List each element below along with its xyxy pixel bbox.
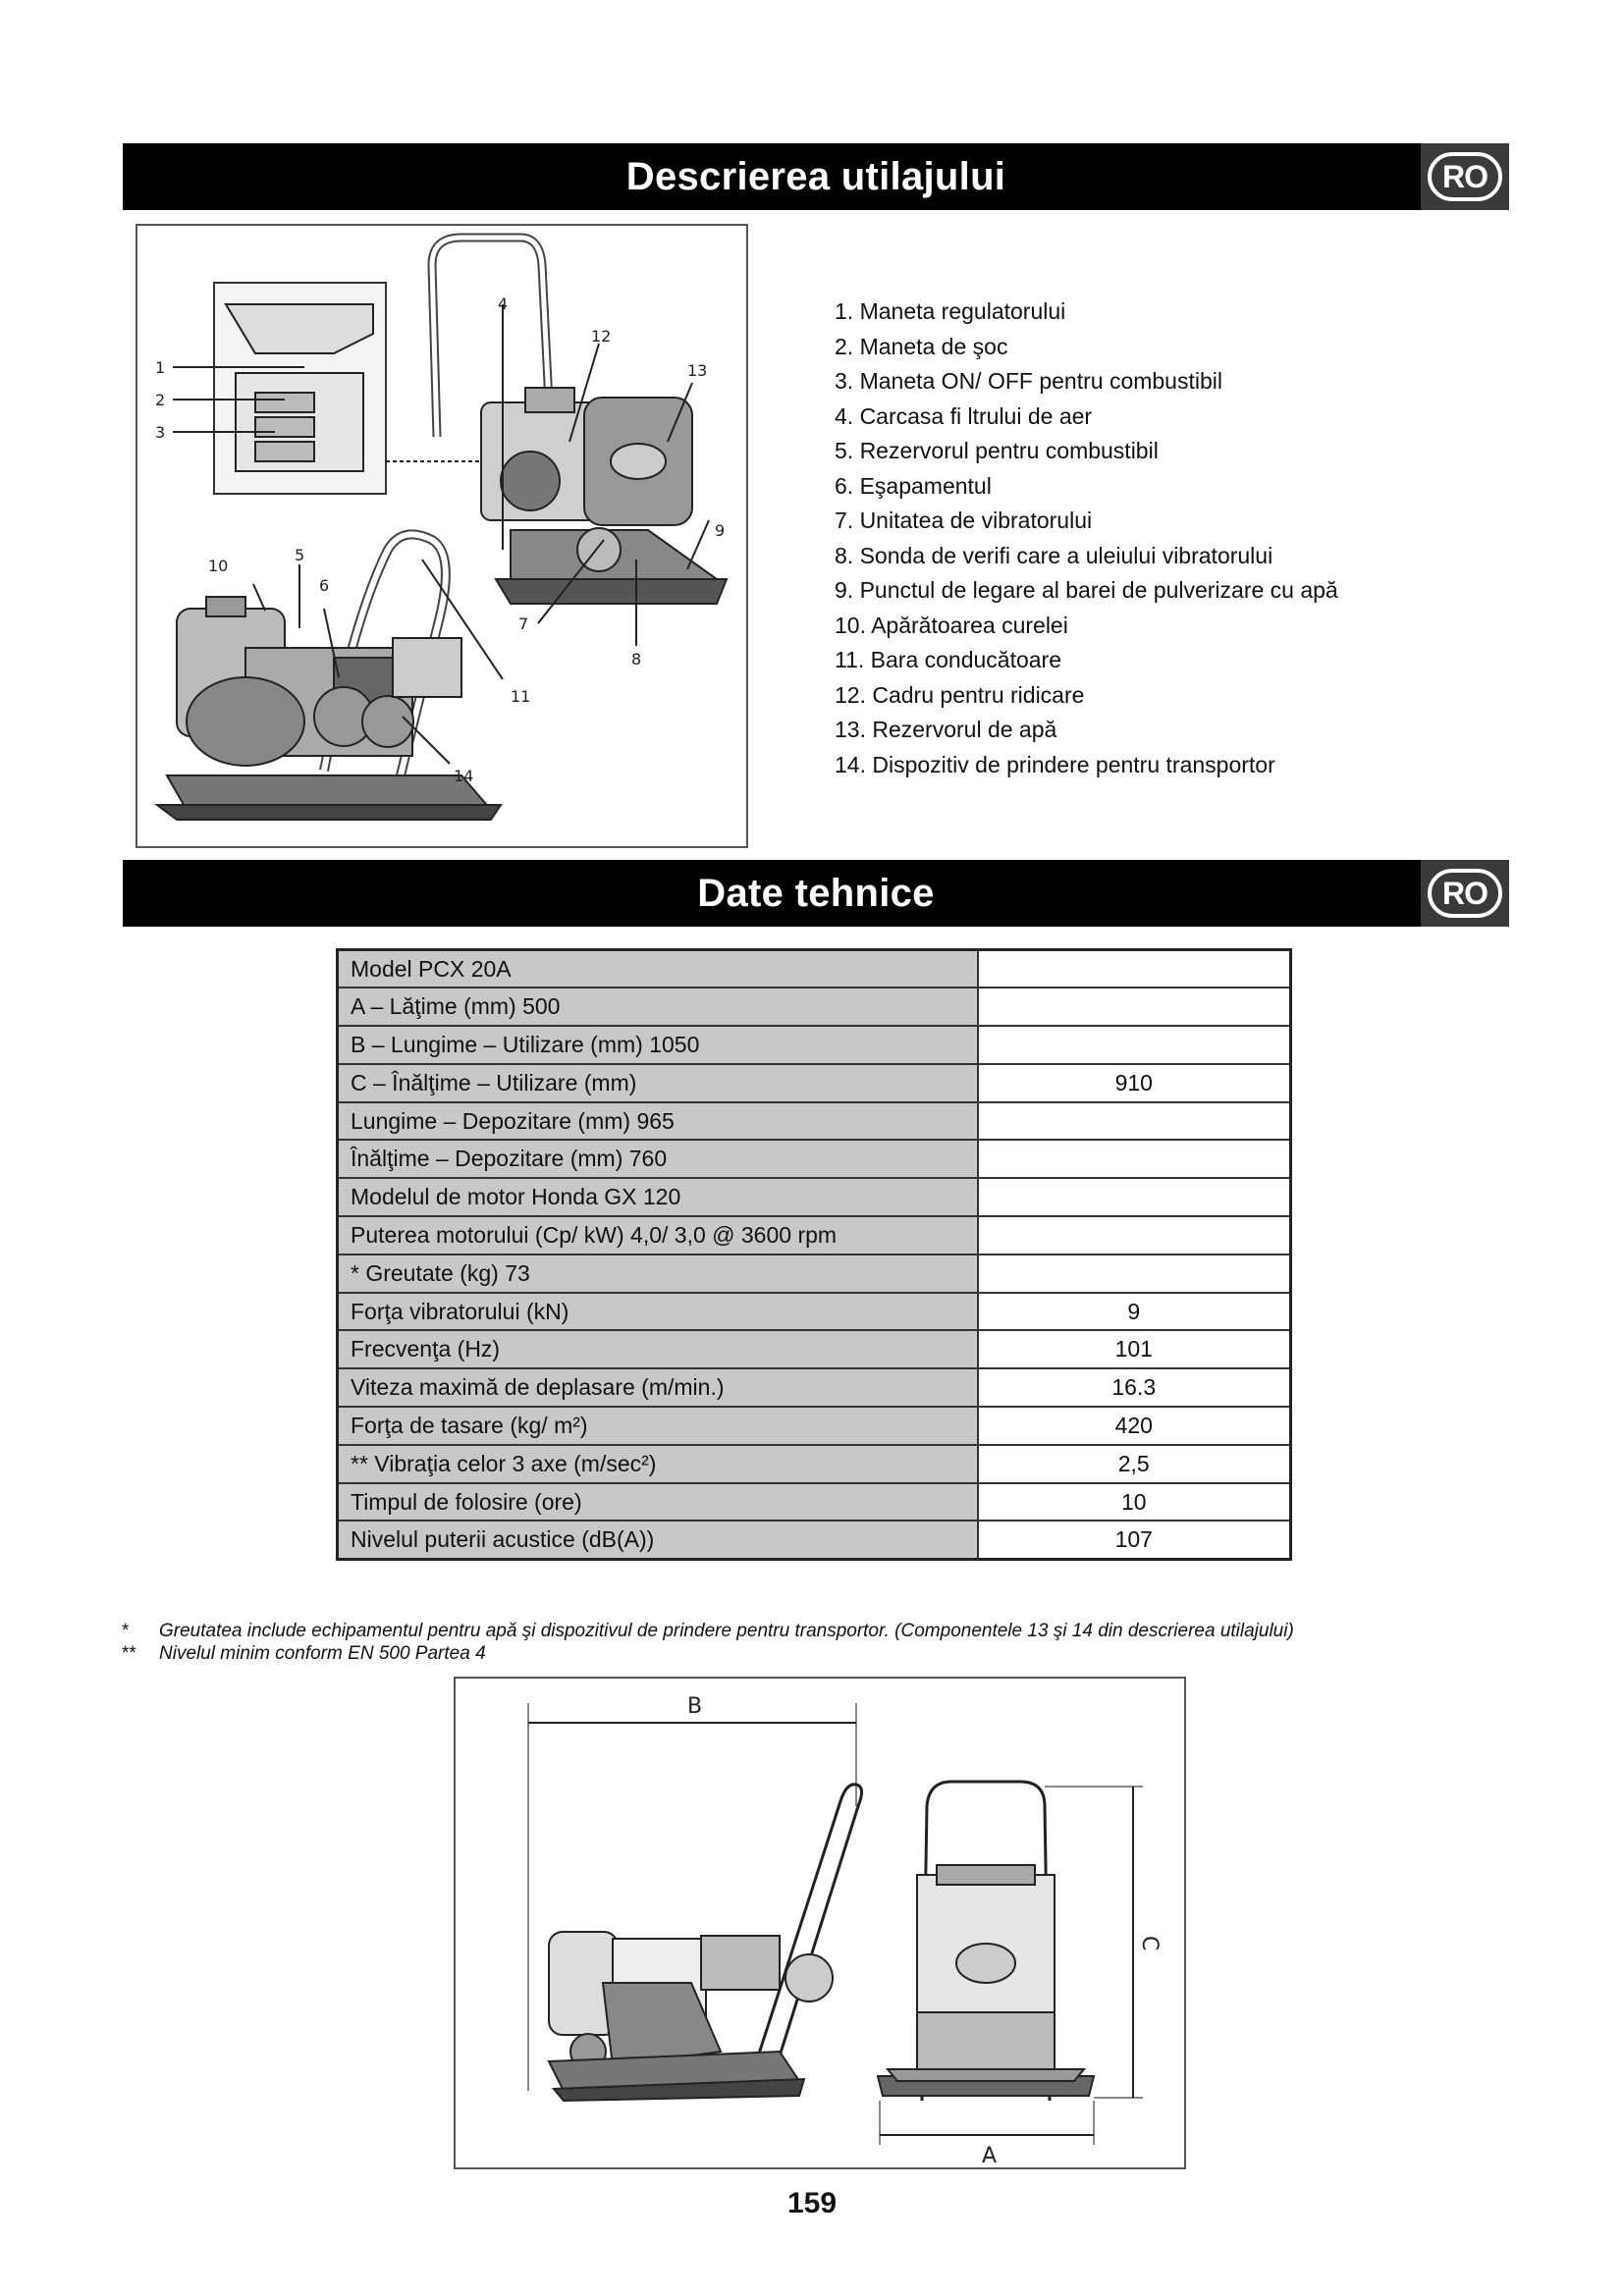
dimensions-illustration xyxy=(456,1679,1184,2167)
list-item: 2. Maneta de şoc xyxy=(835,333,1008,359)
spec-value: 16.3 xyxy=(978,1368,1291,1407)
spec-label: ** Vibraţia celor 3 axe (m/sec²) xyxy=(338,1445,978,1483)
table-row xyxy=(338,988,1291,1026)
list-item: 9. Punctul de legare al barei de pulverizare cu apă xyxy=(835,577,1338,603)
spec-value: 107 xyxy=(978,1521,1291,1559)
language-badge-box xyxy=(1421,143,1509,210)
spec-label: * Greutate (kg) 73 xyxy=(338,1255,978,1293)
machine-diagram xyxy=(135,224,748,848)
list-item: 3. Maneta ON/ OFF pentru combustibil xyxy=(835,368,1222,394)
callout-4: 4 xyxy=(498,294,509,313)
spec-value: 9 xyxy=(978,1293,1291,1331)
spec-value: 101 xyxy=(978,1330,1291,1368)
callout-8: 8 xyxy=(631,650,642,668)
spec-label: Forţa vibratorului (kN) xyxy=(338,1293,978,1331)
language-badge: RO xyxy=(1428,152,1502,201)
table-row xyxy=(338,1026,1291,1064)
parts-list xyxy=(835,294,1338,782)
table-row xyxy=(338,1178,1291,1216)
specs-table xyxy=(336,948,1292,1561)
spec-value xyxy=(978,1178,1291,1216)
spec-label: Lungime – Depozitare (mm) 965 xyxy=(338,1102,978,1141)
callout-13: 13 xyxy=(687,361,708,380)
list-item: 8. Sonda de verifi care a uleiului vibratorului xyxy=(835,542,1273,568)
machine-illustration xyxy=(137,226,746,846)
spec-value: 420 xyxy=(978,1407,1291,1445)
dimension-c-label: C xyxy=(1137,1936,1162,1951)
dimension-b-label: B xyxy=(687,1694,703,1719)
callout-1: 1 xyxy=(155,358,166,377)
table-row xyxy=(338,1368,1291,1407)
callout-9: 9 xyxy=(715,521,726,540)
spec-value xyxy=(978,1102,1291,1141)
list-item: 5. Rezervorul pentru combustibil xyxy=(835,438,1159,463)
spec-value: 910 xyxy=(978,1064,1291,1102)
spec-value xyxy=(978,950,1291,988)
table-row xyxy=(338,1483,1291,1522)
language-badge: RO xyxy=(1428,869,1502,918)
list-item: 4. Carcasa fi ltrului de aer xyxy=(835,402,1093,429)
spec-label: Model PCX 20A xyxy=(338,950,978,988)
table-row xyxy=(338,1445,1291,1483)
spec-label: Timpul de folosire (ore) xyxy=(338,1483,978,1522)
callout-2: 2 xyxy=(155,391,166,409)
table-row xyxy=(338,1407,1291,1445)
callout-7: 7 xyxy=(518,614,529,633)
callout-6: 6 xyxy=(319,576,330,595)
footnote xyxy=(122,1620,1294,1642)
footnote-text: Nivelul minim conform EN 500 Partea 4 xyxy=(159,1643,486,1664)
footnote-text: Greutatea include echipamentul pentru apă şi dispozitivul de prindere pentru transportor. (Componentele 13 şi 14 din descrierea utilajului) xyxy=(159,1621,1294,1641)
list-item: 10. Apărătoarea curelei xyxy=(835,612,1068,638)
table-row xyxy=(338,1293,1291,1331)
page-number: 159 xyxy=(786,2187,838,2219)
section-banner-specs xyxy=(123,860,1509,927)
callout-11: 11 xyxy=(511,687,531,706)
spec-value xyxy=(978,1216,1291,1255)
spec-value: 10 xyxy=(978,1483,1291,1522)
callout-12: 12 xyxy=(591,327,612,346)
section-title: Descrierea utilajului xyxy=(625,154,1006,198)
dimensions-diagram xyxy=(454,1677,1186,2169)
callout-5: 5 xyxy=(295,546,305,564)
list-item: 11. Bara conducătoare xyxy=(835,647,1062,672)
spec-label: C – Înălţime – Utilizare (mm) xyxy=(338,1064,978,1102)
callout-14: 14 xyxy=(454,767,474,785)
footnotes xyxy=(122,1620,1294,1665)
table-row xyxy=(338,1330,1291,1368)
spec-value: 2,5 xyxy=(978,1445,1291,1483)
spec-label: Frecvenţa (Hz) xyxy=(338,1330,978,1368)
footnote-mark: * xyxy=(122,1621,130,1641)
spec-label: B – Lungime – Utilizare (mm) 1050 xyxy=(338,1026,978,1064)
footnote xyxy=(122,1642,1294,1665)
spec-value xyxy=(978,1255,1291,1293)
list-item: 14. Dispozitiv de prindere pentru transportor xyxy=(835,751,1275,777)
list-item: 12. Cadru pentru ridicare xyxy=(835,681,1085,708)
footnote-mark: ** xyxy=(122,1643,136,1664)
table-row xyxy=(338,1216,1291,1255)
table-row xyxy=(338,1255,1291,1293)
section-title: Date tehnice xyxy=(697,871,935,915)
section-banner-description xyxy=(123,143,1509,210)
list-item: 13. Rezervorul de apă xyxy=(835,717,1057,742)
spec-label: Modelul de motor Honda GX 120 xyxy=(338,1178,978,1216)
dimension-a-label: A xyxy=(982,2144,998,2167)
spec-value xyxy=(978,1026,1291,1064)
spec-label: Nivelul puterii acustice (dB(A)) xyxy=(338,1521,978,1559)
table-row xyxy=(338,1140,1291,1178)
spec-label: Înălţime – Depozitare (mm) 760 xyxy=(338,1140,978,1178)
table-row xyxy=(338,1102,1291,1141)
spec-value xyxy=(978,988,1291,1026)
spec-label: Forţa de tasare (kg/ m²) xyxy=(338,1407,978,1445)
spec-label: Viteza maximă de deplasare (m/min.) xyxy=(338,1368,978,1407)
table-row xyxy=(338,1521,1291,1559)
spec-value xyxy=(978,1140,1291,1178)
table-row xyxy=(338,1064,1291,1102)
table-row xyxy=(338,950,1291,988)
list-item: 7. Unitatea de vibratorului xyxy=(835,507,1093,533)
callout-10: 10 xyxy=(208,557,229,575)
callout-3: 3 xyxy=(155,423,166,442)
spec-label: Puterea motorului (Cp/ kW) 4,0/ 3,0 @ 3600 rpm xyxy=(338,1216,978,1255)
spec-label: A – Lăţime (mm) 500 xyxy=(338,988,978,1026)
list-item: 6. Eşapamentul xyxy=(835,472,992,499)
list-item: 1. Maneta regulatorului xyxy=(835,298,1066,324)
language-badge-box xyxy=(1421,860,1509,927)
